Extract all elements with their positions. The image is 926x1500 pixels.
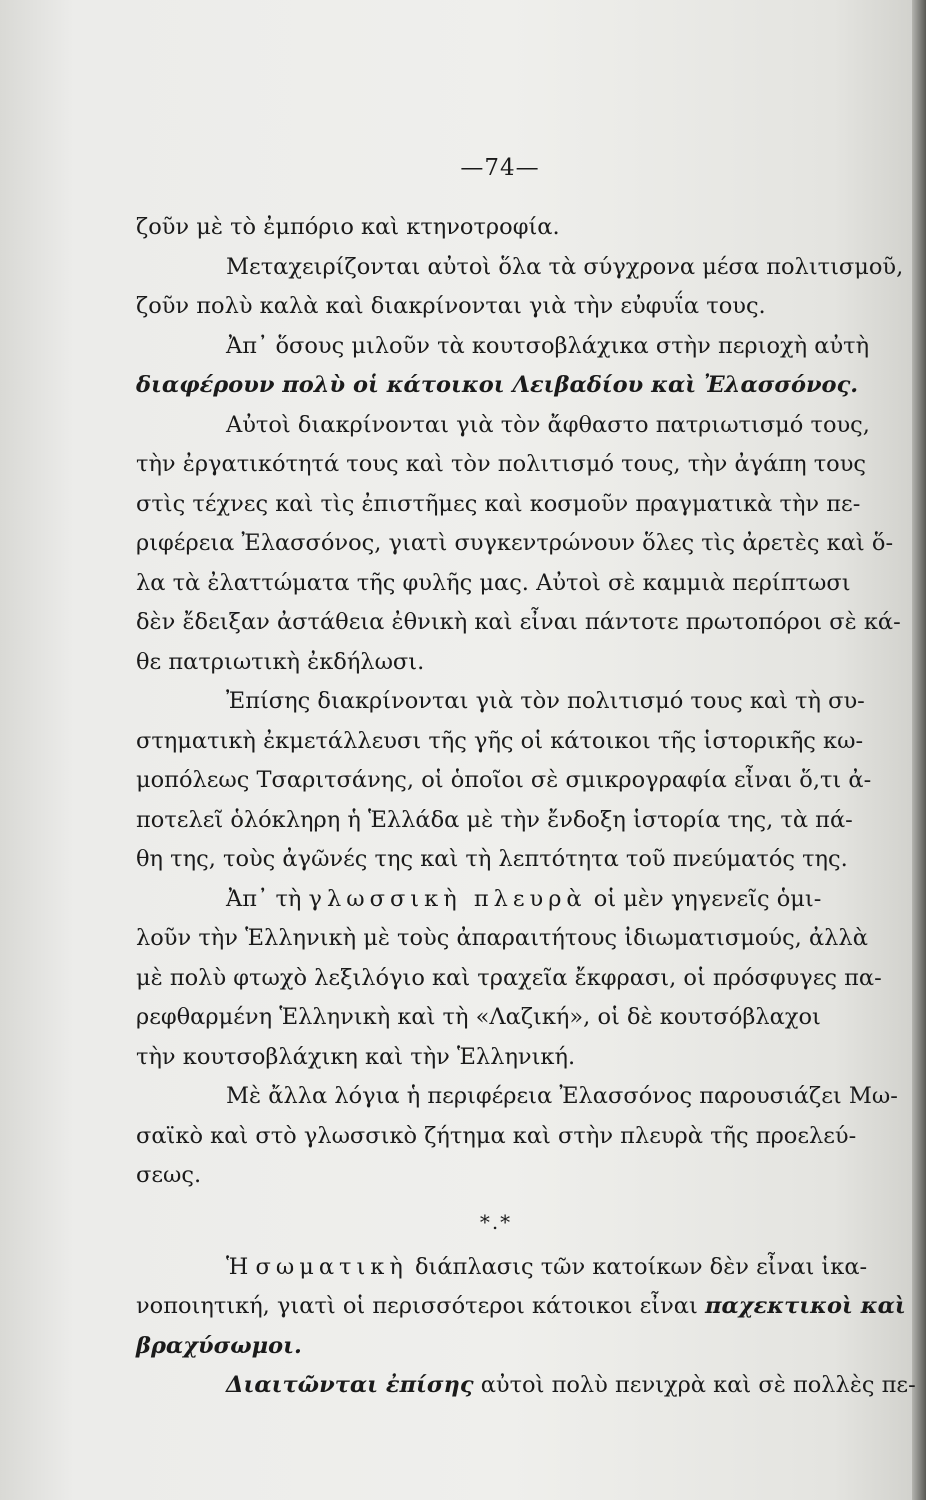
text-line: διαφέρουν πολὺ οἱ κάτοικοι Λειβαδίου καὶ Ἐλασσόνος.	[136, 372, 859, 398]
text-line: Ἀπ᾽ ὅσους μιλοῦν τὰ κουτσοβλάχικα στὴν περιοχὴ αὐτὴ	[226, 332, 870, 359]
text-line: λοῦν τὴν Ἑλληνικὴ μὲ τοὺς ἀπαραιτήτους ἰδιωματισμούς, ἀλλὰ	[136, 925, 868, 951]
section-separator: *.*	[479, 1209, 513, 1234]
text-line	[136, 1248, 868, 1288]
text-line: ποτελεῖ ὁλόκληρη ἡ Ἑλλάδα μὲ τὴν ἔνδοξη ἱστορία της, τὰ πά-	[136, 806, 853, 833]
text-line	[136, 1366, 916, 1406]
text-line	[136, 1287, 906, 1327]
text-line: ριφέρεια Ἐλασσόνος, γιατὶ συγκεντρώνουν ὅλες τὶς ἀρετὲς καὶ ὅ-	[136, 530, 894, 556]
text-line: Μεταχειρίζονται αὐτοὶ ὅλα τὰ σύγχρονα μέσα πολιτισμοῦ,	[226, 253, 904, 280]
text-line: σεως.	[136, 1162, 202, 1188]
text-run: Ἡ	[226, 1253, 256, 1280]
body-text	[136, 208, 916, 1406]
text-run: οἱ μὲν γηγενεῖς ὁμι-	[586, 885, 822, 912]
text-line: τὴν κουτσοβλάχικη καὶ τὴν Ἑλληνική.	[136, 1043, 576, 1070]
text-run: νοποιητική, γιατὶ οἱ περισσότεροι κάτοικοι εἶναι	[136, 1293, 705, 1319]
text-line: σαϊκὸ καὶ στὸ γλωσσικὸ ζήτημα καὶ στὴν πλευρὰ τῆς προελεύ-	[136, 1122, 857, 1149]
spaced-emphasis: σωματικὴ	[255, 1253, 408, 1280]
text-run: αὐτοὶ πολὺ πενιχρὰ καὶ σὲ πολλὲς πε-	[473, 1372, 916, 1398]
bold-italic-run: Διαιτῶνται ἐπίσης	[226, 1372, 474, 1398]
text-line: θε πατριωτικὴ ἐκδήλωσι.	[136, 648, 425, 675]
text-run: Ἀπ᾽ τὴ	[226, 885, 309, 912]
page-edge-shadow	[912, 0, 926, 1500]
bold-italic-run: παχεκτικοὶ καὶ	[704, 1293, 906, 1319]
text-line	[136, 880, 856, 920]
text-line: δὲν ἔδειξαν ἀστάθεια ἐθνικὴ καὶ εἶναι πάντοτε πρωτοπόροι σὲ κά-	[136, 609, 901, 635]
text-line: μοπόλεως Τσαριτσάνης, οἱ ὁποῖοι σὲ σμικρογραφία εἶναι ὅ,τι ἀ-	[136, 767, 872, 793]
text-line: λα τὰ ἐλαττώματα τῆς φυλῆς μας. Αὐτοὶ σὲ καμμιὰ περίπτωσι	[136, 569, 851, 596]
spaced-emphasis: γλωσσικὴ πλευρὰ	[308, 885, 587, 912]
text-line: ρεφθαρμένη Ἑλληνικὴ καὶ τὴ «Λαζική», οἱ δὲ κουτσόβλαχοι	[136, 1004, 821, 1030]
text-line: Ἐπίσης διακρίνονται γιὰ τὸν πολιτισμό τους καὶ τὴ συ-	[226, 688, 865, 714]
text-line: ζοῦν πολὺ καλὰ καὶ διακρίνονται γιὰ τὴν εὐφυΐα τους.	[136, 293, 766, 319]
text-line: Αὐτοὶ διακρίνονται γιὰ τὸν ἄφθαστο πατριωτισμό τους,	[226, 411, 870, 438]
page-number: —74—	[460, 155, 540, 181]
text-line: στηματικὴ ἐκμετάλλευσι τῆς γῆς οἱ κάτοικοι τῆς ἱστορικῆς κω-	[136, 727, 864, 754]
text-line: ζοῦν μὲ τὸ ἐμπόριο καὶ κτηνοτροφία.	[136, 214, 560, 240]
text-line: στὶς τέχνες καὶ τὶς ἐπιστῆμες καὶ κοσμοῦν πραγματικὰ τὴν πε-	[136, 490, 861, 517]
text-line: Μὲ ἄλλα λόγια ἡ περιφέρεια Ἐλασσόνος παρουσιάζει Μω-	[226, 1083, 898, 1109]
text-line: τὴν ἐργατικότητά τους καὶ τὸν πολιτισμό τους, τὴν ἀγάπη τους	[136, 451, 867, 477]
text-line: θη της, τοὺς ἀγῶνές της καὶ τὴ λεπτότητα τοῦ πνεύματός της.	[136, 846, 848, 872]
text-run: διάπλασις τῶν κατοίκων δὲν εἶναι ἱκα-	[407, 1253, 868, 1280]
text-line: μὲ πολὺ φτωχὸ λεξιλόγιο καὶ τραχεῖα ἔκφρασι, οἱ πρόσφυγες πα-	[136, 964, 882, 991]
text-line: βραχύσωμοι.	[136, 1332, 302, 1359]
